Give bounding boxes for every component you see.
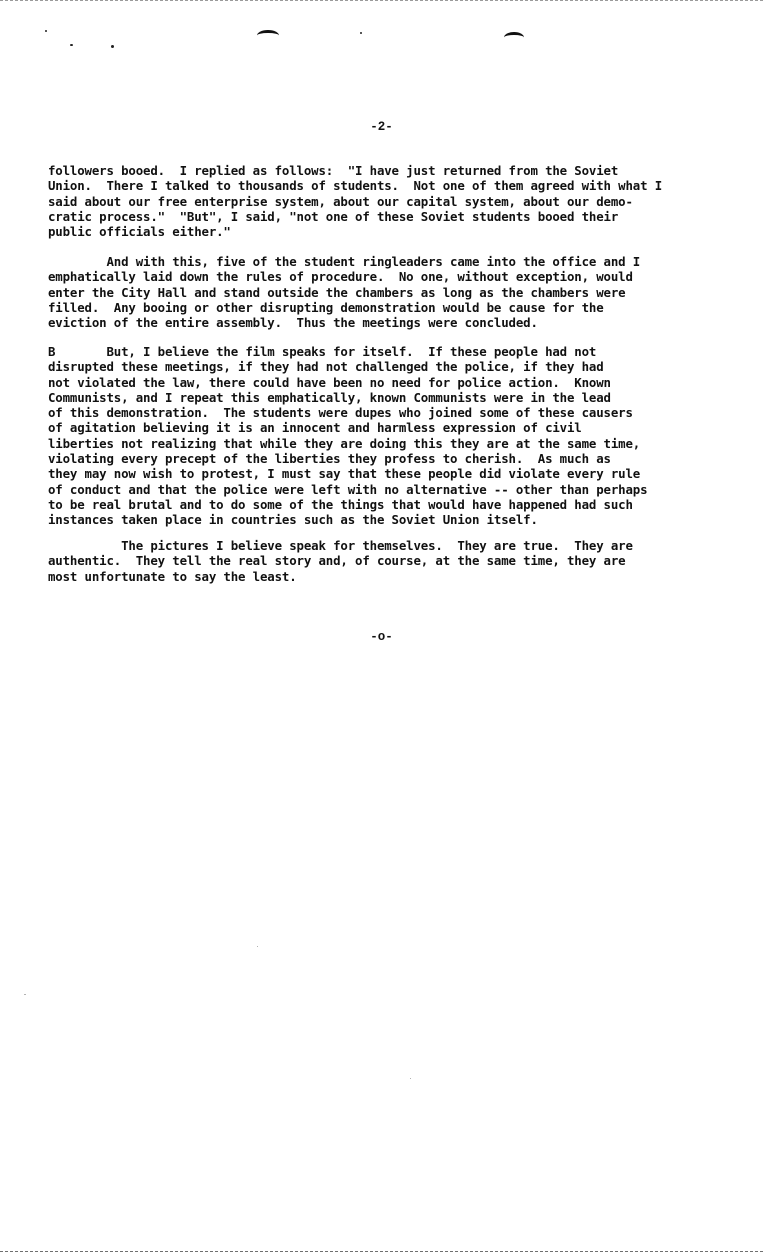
scan-speck xyxy=(24,994,26,995)
text-line: filled. Any booing or other disrupting demonstration would be cause for the xyxy=(48,299,604,315)
paragraph-1 xyxy=(48,163,688,239)
paragraph-4 xyxy=(48,538,688,584)
paragraph-2 xyxy=(48,254,688,330)
text-line: Communists, and I repeat this emphatically, known Communists were in the lead xyxy=(48,389,611,405)
text-line: to be real brutal and to do some of the things that would have happened had such xyxy=(48,496,633,512)
text-line: enter the City Hall and stand outside the chambers as long as the chambers were xyxy=(48,284,626,300)
text-line: said about our free enterprise system, about our capital system, about our demo- xyxy=(48,193,633,209)
staple-mark xyxy=(504,32,524,43)
page-number: -2- xyxy=(370,120,393,134)
text-line: followers booed. I replied as follows: "I have just returned from the Soviet xyxy=(48,163,619,178)
text-line: most unfortunate to say the least. xyxy=(48,568,297,584)
paragraph-3 xyxy=(48,344,688,528)
text-line: The pictures I believe speak for themselves. They are true. They are xyxy=(48,538,633,553)
text-line: of conduct and that the police were left with no alternative -- other than perhaps xyxy=(48,481,648,497)
text-line: instances taken place in countries such as the Soviet Union itself. xyxy=(48,512,538,528)
staple-mark xyxy=(257,30,279,41)
text-line: liberties not realizing that while they are doing this they are at the same time, xyxy=(48,435,641,451)
scan-speck xyxy=(70,44,73,46)
text-line: of agitation believing it is an innocent and harmless expression of civil xyxy=(48,420,582,436)
page-top-edge xyxy=(0,0,763,3)
scan-speck xyxy=(111,45,114,48)
scan-speck xyxy=(360,32,362,34)
page-bottom-edge xyxy=(0,1251,763,1254)
text-line: emphatically laid down the rules of procedure. No one, without exception, would xyxy=(48,269,633,285)
scan-speck xyxy=(45,30,47,32)
text-line: of this demonstration. The students were dupes who joined some of these causers xyxy=(48,405,633,421)
text-line: cratic process." "But", I said, "not one of these Soviet students booed their xyxy=(48,208,619,224)
scan-speck xyxy=(257,946,258,947)
text-line: eviction of the entire assembly. Thus the meetings were concluded. xyxy=(48,315,538,331)
text-line: And with this, five of the student ringleaders came into the office and I xyxy=(48,254,641,269)
text-line: B But, I believe the film speaks for itself. If these people had not xyxy=(48,344,597,359)
text-line: violating every precept of the liberties they profess to cherish. As much as xyxy=(48,451,611,467)
text-line: disrupted these meetings, if they had not challenged the police, if they had xyxy=(48,359,604,375)
text-line: they may now wish to protest, I must say that these people did violate every rule xyxy=(48,466,641,482)
text-line: not violated the law, there could have been no need for police action. Known xyxy=(48,374,611,390)
text-line: public officials either." xyxy=(48,224,231,240)
scan-speck xyxy=(410,1078,411,1079)
end-mark: -o- xyxy=(370,630,393,644)
text-line: Union. There I talked to thousands of students. Not one of them agreed with what I xyxy=(48,178,663,194)
text-line: authentic. They tell the real story and, of course, at the same time, they are xyxy=(48,553,626,569)
